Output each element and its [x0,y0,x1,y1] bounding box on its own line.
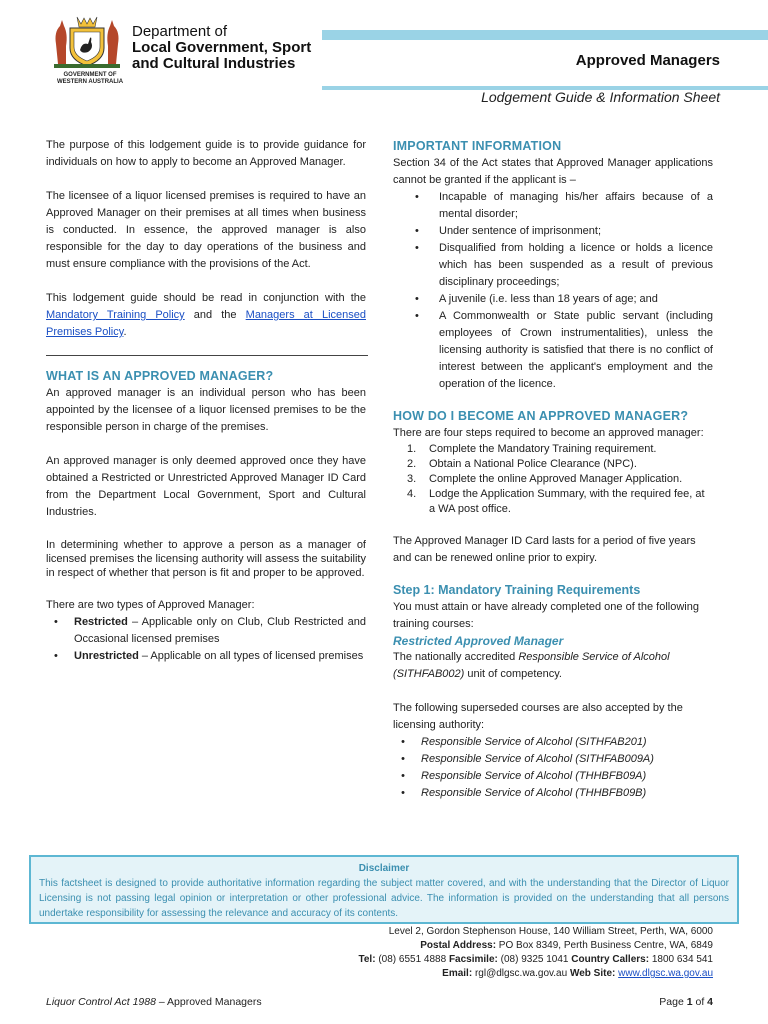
type-term: Unrestricted [74,650,139,662]
intro-p3-text-c: . [123,326,127,338]
fax-value: (08) 9325 1041 [497,954,572,965]
what-paragraph-2: An approved manager is only deemed approved once they have obtained a Restricted or Unrestricted Approved Manager ID Card from the Department Local Government, Sport and Cultural Industries. [46,455,366,518]
type-desc: – Applicable on all types of licensed premises [138,650,364,662]
list-item: • Responsible Service of Alcohol (THHBFB09A) [393,768,713,785]
type-term: Restricted [74,616,128,628]
step-text: Lodge the Application Summary, with the required fee, at a WA post office. [429,488,705,515]
disclaimer-text: This factsheet is designed to provide authoritative information regarding the subject matter covered, and with the understanding that the Director of Liquor Licensing is not passing legal opinion or interpretation or other professional advice. The information is provided on the understanding that all persons undertake responsibility for assessing the relevance and accuracy of its contents. [39,878,729,919]
website-link[interactable]: www.dlgsc.wa.gov.au [618,968,713,979]
type-desc: – Applicable only on Club, Club Restricted and Occasional licensed premises [74,616,366,645]
dept-line-3: and Cultural Industries [132,55,296,72]
list-item [393,472,713,487]
gov-line-1: GOVERNMENT OF [63,72,117,78]
list-item: • Disqualified from holding a licence or holds a licence which has been suspended as a result of previous disciplinary proceedings; [393,240,713,291]
list-item: • Incapable of managing his/her affairs because of a mental disorder; [393,189,713,223]
list-item: • Under sentence of imprisonment; [393,223,713,240]
list-item: • Responsible Service of Alcohol (SITHFAB009A) [393,751,713,768]
list-item: • Responsible Service of Alcohol (THHBFB09B) [393,785,713,802]
page-current: 1 [686,996,693,1008]
tel-value: (08) 6551 4888 [375,954,449,965]
list-item [46,614,366,648]
mandatory-training-policy-link[interactable]: Mandatory Training Policy [46,309,185,321]
list-item: • A Commonwealth or State public servant (including employees of Crown instrumentalities), unless the licensing authority is satisfied that there is no conflict of interest between the applicant's employment and the operation of the licence. [393,308,713,393]
gov-line-2: WESTERN AUSTRALIA [56,79,124,85]
intro-p3-text-a: This lodgement guide should be read in conjunction with the [46,292,366,304]
what-paragraph-4: There are two types of Approved Manager: [46,599,255,611]
ineligibility-list [393,189,713,393]
what-is-heading: WHAT IS AN APPROVED MANAGER? [46,369,274,383]
email-value: rgl@dlgsc.wa.gov.au [472,968,570,979]
managers-licensed-premises-policy-link[interactable]: Managers at Licensed Premises Policy [46,309,366,338]
dept-line-2: Local Government, Sport [132,39,312,56]
disclaimer-box [29,855,739,924]
government-label [50,72,130,86]
step-number: 4. [407,488,417,500]
contact-block [359,925,714,981]
step-text: Complete the online Approved Manager Application. [429,473,683,485]
list-item [393,487,713,517]
country-label: Country Callers: [571,954,650,965]
restricted-subheading: Restricted Approved Manager [393,634,564,648]
tel-label: Tel: [358,954,376,965]
document-title: Approved Managers [575,52,720,69]
postal-label: Postal Address: [420,940,497,951]
step1-heading: Step 1: Mandatory Training Requirements [393,583,641,597]
how-to-heading: HOW DO I BECOME AN APPROVED MANAGER? [393,409,689,423]
step-text: Complete the Mandatory Training requirement. [429,443,657,455]
step-number: 3. [407,473,417,485]
list-item: • A juvenile (i.e. less than 18 years of age; and [393,291,713,308]
important-heading: IMPORTANT INFORMATION [393,139,562,153]
left-column [46,137,366,665]
disclaimer-heading: Disclaimer [358,863,410,874]
intro-paragraph-2: The licensee of a liquor licensed premises is required to have an Approved Manager on their premises at all times when business is conducted. In essence, the approved manager is also responsible for the day to day operations of the business and must ensure compliance with the provisions of the Act. [46,190,366,270]
contact-postal [359,939,714,953]
wa-crest-icon [48,14,126,70]
section-divider [46,355,368,356]
step-number: 1. [407,443,417,455]
list-item [46,648,366,665]
restricted-text-c: unit of competency. [464,668,562,680]
how-paragraph-1: There are four steps required to become an approved manager: [393,427,704,439]
footer-act-rest: – Approved Managers [155,996,262,1008]
page-text-a: Page [659,996,687,1008]
page-text-b: of [692,996,708,1008]
step-text: Obtain a National Police Clearance (NPC). [429,458,637,470]
dept-line-1: Department of [132,23,228,40]
contact-phones [359,953,714,967]
footer-act [46,996,262,1008]
intro-p3-text-b: and the [184,309,246,321]
how-paragraph-2: The Approved Manager ID Card lasts for a period of five years and can be renewed online prior to expiry. [393,535,696,564]
restricted-text-a: The nationally accredited [393,651,519,663]
manager-types-list [46,614,366,665]
superseded-courses-list [393,734,713,802]
contact-address: Level 2, Gordon Stephenson House, 140 William Street, Perth, WA, 6000 [388,926,713,937]
superseded-paragraph: The following superseded courses are also accepted by the licensing authority: [393,702,683,731]
step1-paragraph: You must attain or have already completed one of the following training courses: [393,601,699,630]
list-item [393,442,713,457]
footer-act-name: Liquor Control Act 1988 [46,996,156,1008]
email-label: Email: [442,968,473,979]
what-paragraph-1: An approved manager is an individual person who has been appointed by the licensee of a liquor licensed premises to be the responsible person in charge of the premises. [46,387,366,433]
restricted-paragraph [393,649,713,683]
country-value: 1800 634 541 [649,954,713,965]
footer-page-number [659,996,713,1008]
right-column [393,137,713,802]
fax-label: Facsimile: [448,954,498,965]
contact-online [359,967,714,981]
step-number: 2. [407,458,417,470]
intro-paragraph-3 [46,290,366,341]
important-paragraph: Section 34 of the Act states that Approved Manager applications cannot be granted if the applicant is – [393,157,713,186]
restricted-course-name: Responsible Service of Alcohol (SITHFAB002) [393,651,670,680]
steps-list [393,442,713,517]
what-paragraph-3: In determining whether to approve a person as a manager of licensed premises the licensing authority will assess the suitability in respect of whether that person is fit and proper to be approved. [46,539,366,579]
web-label: Web Site: [569,968,616,979]
list-item: • Responsible Service of Alcohol (SITHFAB201) [393,734,713,751]
department-name [132,24,311,72]
postal-value: PO Box 8349, Perth Business Centre, WA, 6849 [496,940,713,951]
page-total: 4 [707,996,713,1008]
list-item [393,457,713,472]
document-subtitle: Lodgement Guide & Information Sheet [481,89,720,105]
intro-paragraph-1: The purpose of this lodgement guide is to provide guidance for individuals on how to apply to become an Approved Manager. [46,139,366,168]
